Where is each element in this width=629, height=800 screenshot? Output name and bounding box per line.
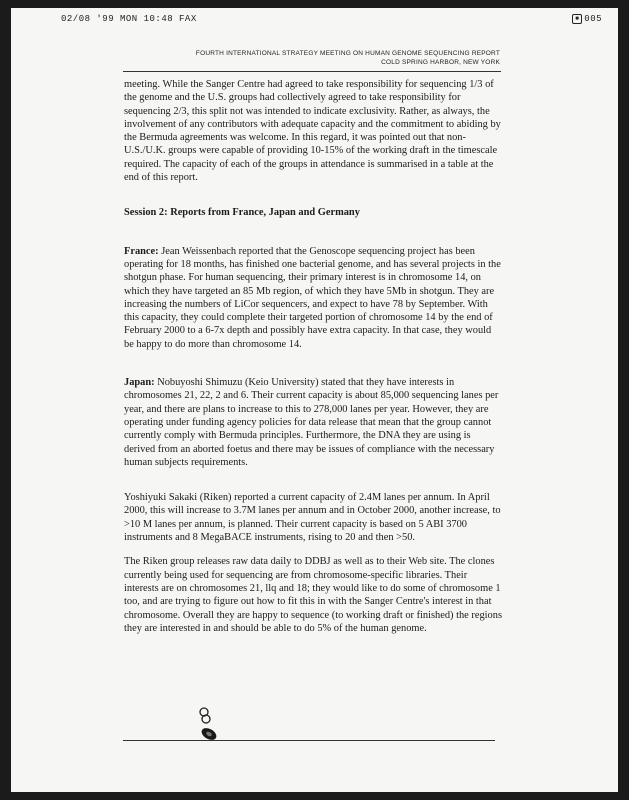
- footer-rule: [123, 740, 495, 741]
- japan-text: Nobuyoshi Shimuzu (Keio University) stated that they have interests in chromosomes 21, 22, 2 and 6. Their current capacity is about 85,000 sequencing lanes per year, and there are plans to increase to this to 278,000 lanes per year. However, they are operating under funding agency policies for data release that mean that the group cannot currently comply with Bermuda principles. Furthermore, the DNA they are using is derived from an aborted foetus and there may be issues of compliance with the necessary human subjects requirements.: [124, 377, 499, 468]
- header-rule: [123, 71, 501, 72]
- fax-timestamp: 02/08 '99 MON 10:48 FAX: [61, 14, 197, 24]
- riken-paragraph-1: Yoshiyuki Sakaki (Riken) reported a current capacity of 2.4M lanes per annum. In April 2000, this will increase to 3.7M lanes per annum and in October 2000, another increase, to >10 M lanes per annum, is planned. Their current capacity is based on 5 ABI 3700 instruments and 8 MegaBACE instruments, rising to 20 and then >50.: [124, 492, 501, 544]
- france-paragraph: [124, 245, 502, 351]
- fax-page-icon: ■: [572, 14, 582, 24]
- intro-paragraph: meeting. While the Sanger Centre had agreed to take responsibility for sequencing 1/3 of the genome and the U.S. groups had collectively agreed to take responsibility for sequencing 2/3, this split not was intended to indicate exclusivity. Rather, as always, the involvement of any contributors with adequate capacity and the commitment to abiding by the Bermuda agreements was welcome. In this regard, it was pointed out that non-U.S./U.K. groups were capable of providing 10-15% of the working draft in the timescale required. The capacity of each of the groups in attendance is summarised in a table at the end of this report.: [124, 79, 501, 184]
- japan-paragraph: [124, 376, 502, 469]
- fax-page-number: 005: [584, 14, 602, 24]
- report-title: FOURTH INTERNATIONAL STRATEGY MEETING ON HUMAN GENOME SEQUENCING REPORT: [195, 50, 500, 57]
- japan-label: Japan:: [124, 377, 155, 389]
- document-body: [124, 78, 502, 635]
- document-page: [11, 8, 618, 792]
- riken-paragraph-2: The Riken group releases raw data daily to DDBJ as well as to their Web site. The clones currently being used for sequencing are from chromosome-specific libraries. Their interests are on chromosomes 21, llq and 18; they would like to do some of chromosome 1 too, and are trying to figure out how to fit this in with the Sanger Centre's interest in that chromosome. Overall they are happy to sequence (to working draft or finished) the regions they are interested in and should be able to do 5% of the human genome.: [124, 556, 502, 634]
- report-location: COLD SPRING HARBOR, NEW YORK: [381, 59, 500, 66]
- session-heading: Session 2: Reports from France, Japan and Germany: [124, 207, 360, 219]
- report-header: [196, 49, 500, 67]
- france-label: France:: [124, 245, 159, 257]
- france-text: Jean Weissenbach reported that the Genoscope sequencing project has been operating for 18 months, has finished one bacterial genome, and has several projects in the shotgun phase. For human sequencing, their primary interest is in chromosome 14, on which they have targeted an 85 Mb region, of which they have 5Mb in shotgun. They are increasing the numbers of LiCor sequencers, and expect to have 78 by September. With this capacity, they could complete their targeted portion of chromosome 14 by the end of February 2000 to a 6-7x depth and possibly have extra capacity. In that case, they would be happy to do more than chromosome 14.: [124, 245, 501, 350]
- binder-clip-stamp: [191, 704, 225, 749]
- fax-page-indicator: [572, 14, 602, 24]
